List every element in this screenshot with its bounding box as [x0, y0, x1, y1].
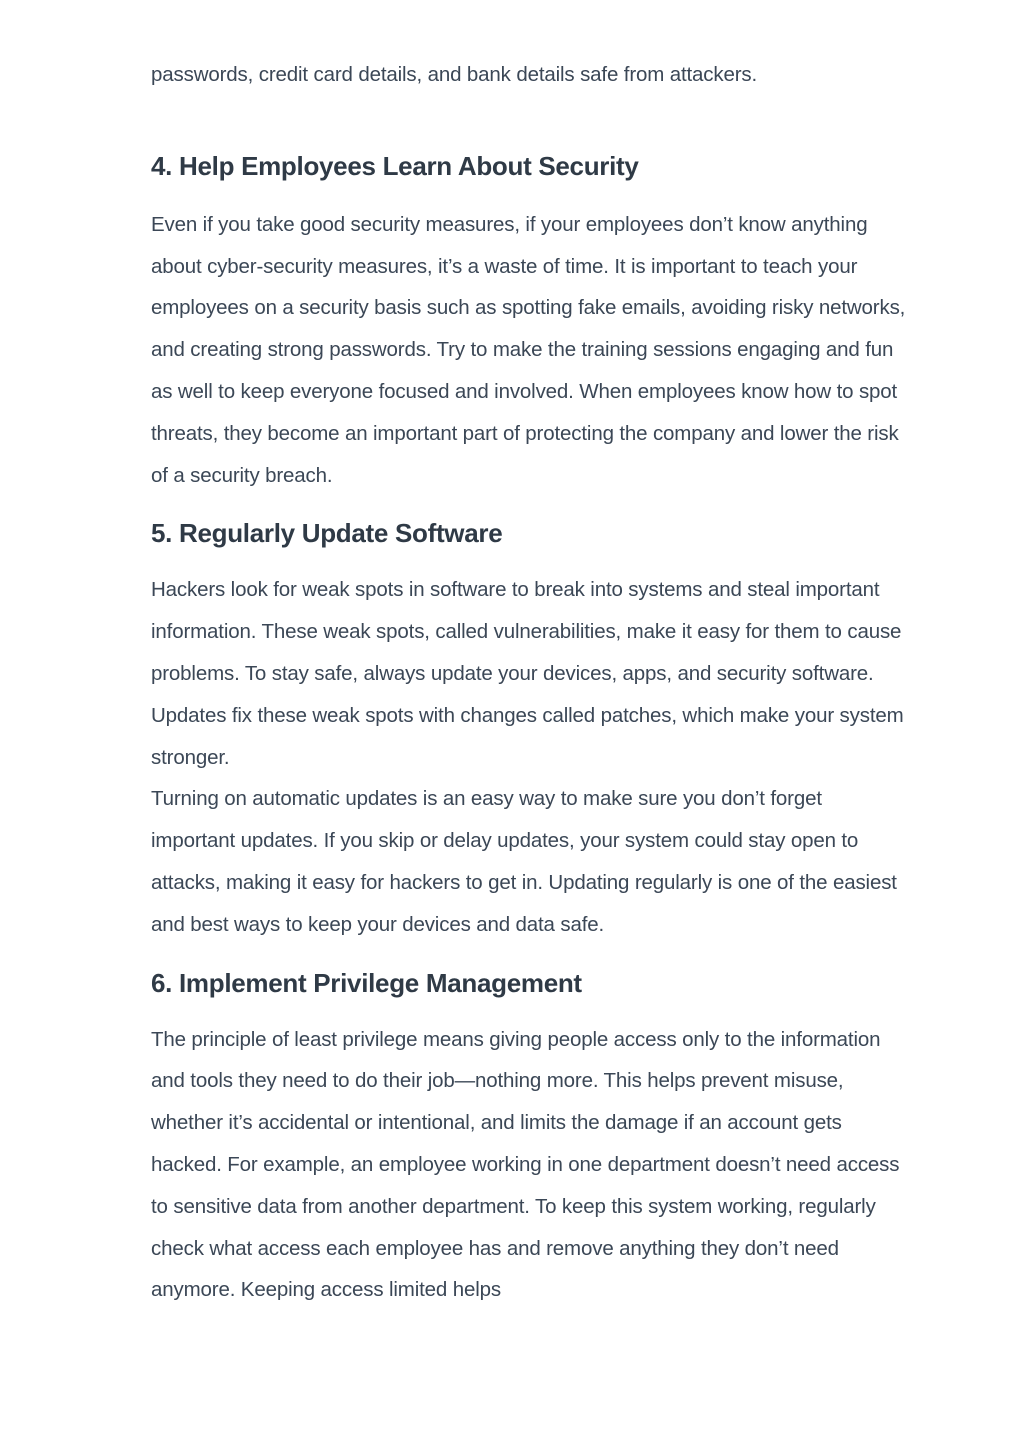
section-paragraph: Hackers look for weak spots in software to break into systems and steal important information. These weak spots, called vulnerabilities, make it easy for them to cause problems. To stay safe, always update your devices, apps, and security software. Updates fix these weak spots with changes called patches, which make your system stronger. — [151, 578, 904, 769]
section-paragraph: Turning on automatic updates is an easy way to make sure you don’t forget important updates. If you skip or delay updates, your system could stay open to attacks, making it easy for hackers to get in. Updating regularly is one of the easiest and best ways to keep your devices and data safe. — [151, 787, 897, 936]
section-heading-employee-security: 4. Help Employees Learn About Security — [151, 150, 639, 181]
section-heading-privilege-management: 6. Implement Privilege Management — [151, 967, 582, 998]
section-paragraph: The principle of least privilege means giving people access only to the information and tools they need to do their job—nothing more. This helps prevent misuse, whether it’s accidental or intentional, and limits the damage if an account gets hacked. For example, an employee working in one department doesn’t need access to sensitive data from another department. To keep this system working, regularly check what access each employee has and remove anything they don’t need anymore. Keeping access limited helps — [151, 1027, 900, 1302]
section-heading-update-software: 5. Regularly Update Software — [151, 518, 503, 549]
article-body — [151, 54, 911, 1311]
intro-paragraph-tail: passwords, credit card details, and bank details safe from attackers. — [151, 63, 758, 86]
section-paragraph: Even if you take good security measures, if your employees don’t know anything about cyber-security measures, it’s a waste of time. It is important to teach your employees on a security basis such as spotting fake emails, avoiding risky networks, and creating strong passwords. Try to make the training sessions engaging and fun as well to keep everyone focused and involved. When employees know how to spot threats, they become an important part of protecting the company and lower the risk of a security breach. — [151, 212, 906, 487]
